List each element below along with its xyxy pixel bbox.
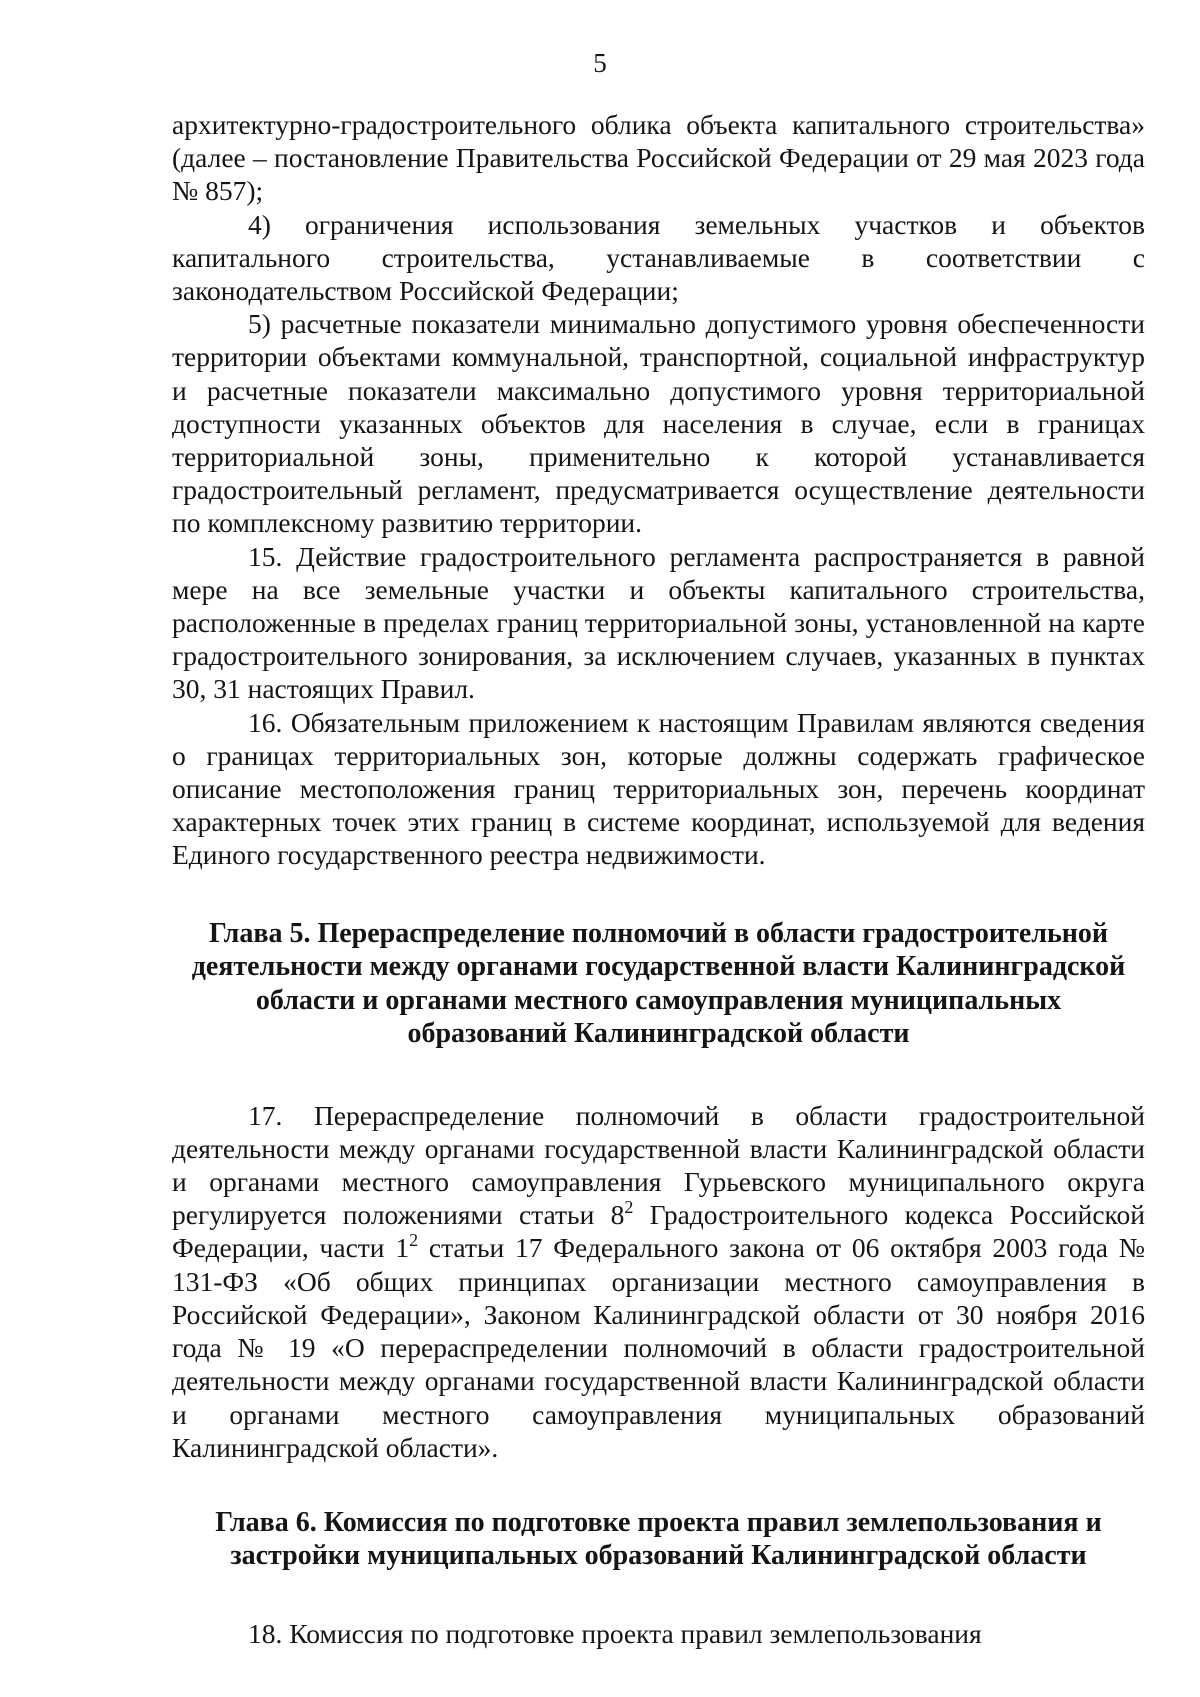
superscript-part-number: 2 bbox=[409, 1230, 419, 1251]
paragraph-continuation: архитектурно-градостроительного облика объекта капитального строительства» (далее – постановление Правительства Российской Федерации от 29 мая 2023 года № 857); bbox=[172, 109, 1145, 207]
paragraph-15: 15. Действие градостроительного регламента распространяется в равной мере на все земельные участки и объекты капитального строительства, расположенные в пределах границ территориальной зоны, установленной на карте градостроительного зонирования, за исключением случаев, указанных в пунктах 30, 31 настоящих Правил. bbox=[172, 540, 1145, 705]
superscript-article-number: 2 bbox=[624, 1197, 634, 1218]
document-body bbox=[172, 108, 1145, 1650]
paragraph-17 bbox=[172, 1099, 1145, 1464]
paragraph-17-part-2: Градостроительного кодекса Российской Федерации, части 1 bbox=[172, 1199, 1145, 1264]
paragraph-item-5: 5) расчетные показатели минимально допустимого уровня обеспеченности территории объектами коммунальной, транспортной, социальной инфраструктур и расчетные показатели максимально допустимого уровня территориальной доступности указанных объектов для населения в случае, если в границах территориальной зоны, применительно к которой устанавливается градостроительный регламент, предусматривается осуществление деятельности по комплексному развитию территории. bbox=[172, 308, 1145, 539]
paragraph-17-part-1: 17. Перераспределение полномочий в области градостроительной деятельности между органами государственной власти Калининградской области и органами местного самоуправления Гурьевского муниципального округа регулируется положениями статьи 8 bbox=[172, 1099, 1145, 1231]
paragraph-17-part-3: статьи 17 Федерального закона от 06 октября 2003 года № 131-ФЗ «Об общих принципах организации местного самоуправления в Российской Федерации», Законом Калининградской области от 30 ноября 2016 года № 19 «О перераспределении полномочий в области градостроительной деятельности между органами государственной власти Калининградской области и органами местного самоуправления муниципальных образований Калининградской области». bbox=[172, 1232, 1145, 1463]
chapter-6-heading: Глава 6. Комиссия по подготовке проекта правил землепользования и застройки муниципальных образований Калининградской области bbox=[215, 1506, 1102, 1572]
paragraph-18: 18. Комиссия по подготовке проекта правил землепользования bbox=[248, 1617, 982, 1649]
paragraph-16: 16. Обязательным приложением к настоящим Правилам являются сведения о границах территориальных зон, которые должны содержать графическое описание местоположения границ территориальных зон, перечень координат характерных точек этих границ в системе координат, используемой для ведения Единого государственного реестра недвижимости. bbox=[172, 706, 1145, 871]
paragraph-item-4: 4) ограничения использования земельных участков и объектов капитального строительства, устанавливаемые в соответствии с законодательством Российской Федерации; bbox=[172, 208, 1145, 307]
page-number: 5 bbox=[593, 48, 607, 78]
chapter-5-heading: Глава 5. Перераспределение полномочий в области градостроительной деятельности между органами государственной власти Калининградской области и органами местного самоуправления муниципальных образований Калининградской области bbox=[191, 917, 1126, 1050]
